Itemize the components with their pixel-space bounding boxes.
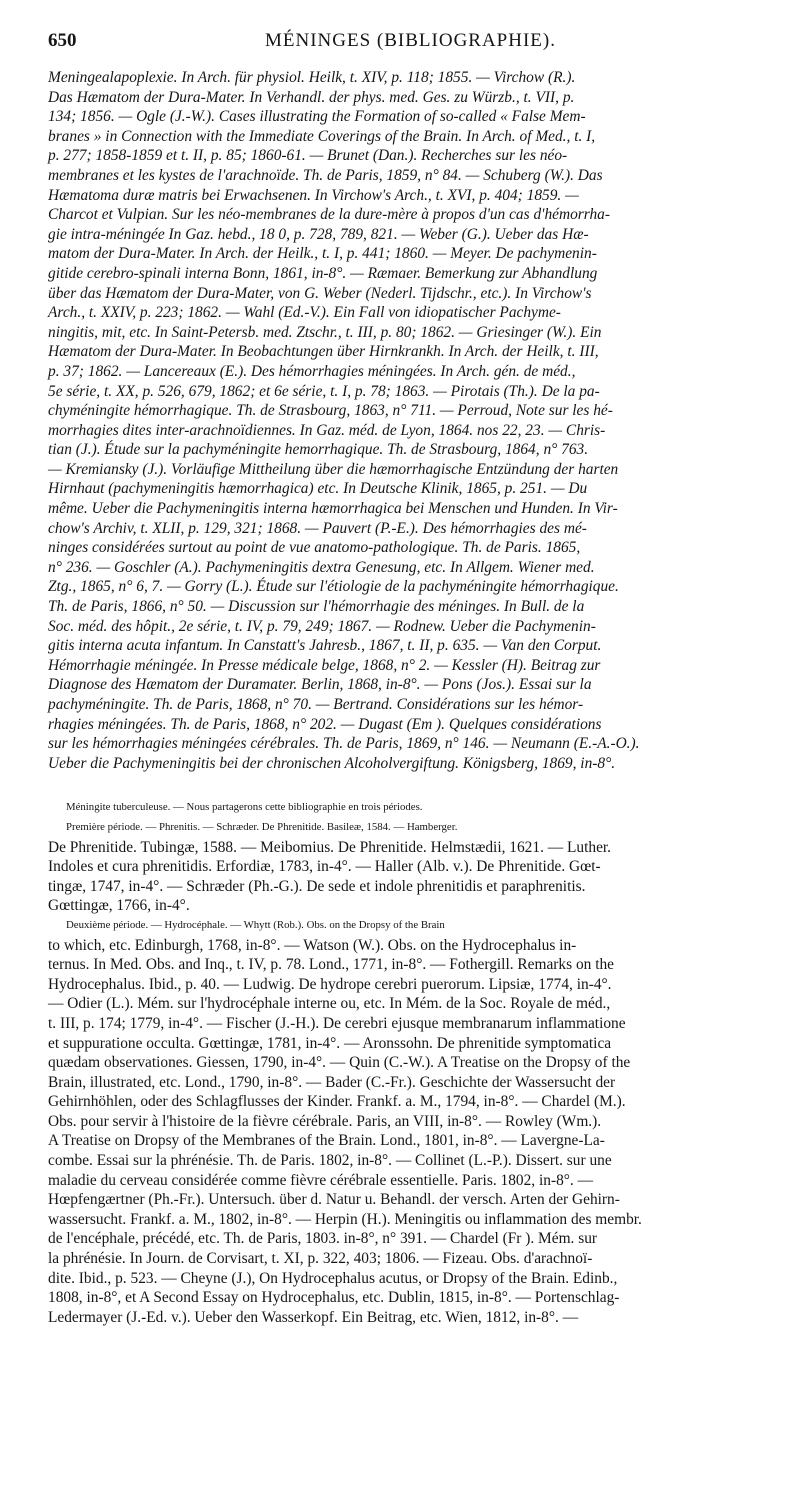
meningeal-bibliography-line: Hémorrhagie méningée. In Presse médicale belge, 1868, n° 2. — Kessler (H). Beitrag zur [48, 656, 601, 674]
meningeal-bibliography-line: Th. de Paris, 1866, n° 50. — Discussion sur l'hémorrhagie des méninges. In Bull. de la [48, 598, 585, 616]
tuberculeuse-bibliography-line: 1808, in-8°, et A Second Essay on Hydrocephalus, etc. Dublin, 1815, in-8°. — Portenschlag- [48, 1289, 620, 1307]
meningeal-bibliography-line: Meningealapoplexie. In Arch. für physiol. Heilk, t. XIV, p. 118; 1855. — Virchow (R.). [48, 69, 576, 86]
meningeal-bibliography-line: gitis interna acuta infantum. In Canstatt's Jahresb., 1867, t. II, p. 635. — Van den Corput. [48, 637, 602, 655]
tuberculeuse-bibliography-line: Méningite tuberculeuse. — Nous partagerons cette bibliographie en trois périodes. [66, 801, 423, 814]
running-head: MÉNINGES (BIBLIOGRAPHIE). [265, 30, 556, 51]
tuberculeuse-bibliography-line: tingæ, 1747, in-4°. — Schræder (Ph.-G.). De sede et indole phrenitidis et paraphrenitis. [48, 877, 586, 895]
meningeal-bibliography-line: 5e série, t. XX, p. 526, 679, 1862; et 6e série, t. I, p. 78; 1863. — Pirotais (Th.). De la pa- [48, 382, 600, 400]
tuberculous-meningitis-bibliography [48, 798, 774, 1327]
meningeal-bibliography-line: n° 236. — Goschler (A.). Pachymeningitis dextra Genesung, etc. In Allgem. Wiener med. [48, 558, 595, 576]
tuberculeuse-bibliography-line: Première période. — Phrenitis. — Schræder. De Phrenitide. Basileæ, 1584. — Hamberger. [66, 820, 458, 833]
meningeal-bibliography-line: 134; 1856. — Ogle (J.-W.). Cases illustrating the Formation of so-called « False Mem- [48, 108, 586, 126]
meningeal-bibliography-line: pachyméningite. Th. de Paris, 1868, n° 70. — Bertrand. Considérations sur les hémor- [48, 696, 584, 713]
meningeal-bibliography-line: rhagies méningées. Th. de Paris, 1868, n° 202. — Dugast (Em ). Quelques considérations [48, 715, 602, 733]
meningeal-bibliography-line: p. 37; 1862. — Lancereaux (E.). Des hémorrhagies méningées. In Arch. gén. de méd., [48, 362, 576, 380]
tuberculeuse-bibliography-line: De Phrenitide. Tubingæ, 1588. — Meibomius. De Phrenitide. Helmstædii, 1621. — Luther. [48, 838, 612, 856]
meningeal-bibliography-line: matom der Dura-Mater. In Arch. der Heilk., t. I, p. 441; 1860. — Meyer. De pachymenin- [48, 245, 597, 263]
meningeal-hemorrhage-bibliography [48, 68, 774, 773]
meningeal-bibliography-line: chyméningite hémorrhagique. Th. de Strasbourg, 1863, n° 711. — Perroud, Note sur les hé- [48, 402, 613, 420]
tuberculeuse-bibliography-line: Obs. pour servir à l'histoire de la fièvre cérébrale. Paris, an VIII, in-8°. — Rowley (Wm.). [48, 1112, 602, 1130]
tuberculeuse-bibliography-line: Gehirnhöhlen, oder des Schlagflusses der Kinder. Frankf. a. M., 1794, in-8°. — Chardel (M.). [48, 1093, 626, 1111]
tuberculeuse-bibliography-line: wassersucht. Frankf. a. M., 1802, in-8°. — Herpin (H.). Meningitis ou inflammation des membr. [48, 1210, 642, 1228]
meningeal-bibliography-line: Soc. méd. des hôpit., 2e série, t. IV, p. 79, 249; 1867. — Rodnew. Ueber die Pachymenin- [48, 617, 596, 635]
bibliography-text [48, 68, 774, 1327]
page-number: 650 [48, 30, 77, 51]
tuberculeuse-bibliography-line: Hydrocephalus. Ibid., p. 40. — Ludwig. De hydrope cerebri puerorum. Lipsiæ, 1774, in-4°. [48, 975, 612, 993]
page-header [48, 30, 773, 58]
tuberculeuse-bibliography-line: — Odier (L.). Mém. sur l'hydrocéphale interne ou, etc. In Mém. de la Soc. Royale de méd., [48, 995, 611, 1013]
tuberculeuse-bibliography-line: de l'encéphale, précédé, etc. Th. de Paris, 1803. in-8°, n° 391. — Chardel (Fr ). Mém. sur [48, 1230, 598, 1248]
meningeal-bibliography-line: chow's Archiv, t. XLII, p. 129, 321; 1868. — Pauvert (P.-E.). Des hémorrhagies des mé- [48, 519, 587, 537]
meningeal-bibliography-line: Hæmatoma duræ matris bei Erwachsenen. In Virchow's Arch., t. XVI, p. 404; 1859. — [48, 186, 579, 204]
meningeal-bibliography-line: Hirnhaut (pachymeningitis hæmorrhagica) etc. In Deutsche Klinik, 1865, p. 251. — Du [48, 480, 588, 498]
meningeal-bibliography-line: ningitis, mit, etc. In Saint-Petersb. med. Ztschr., t. III, p. 80; 1862. — Griesinger (W.). Ein [48, 323, 602, 341]
meningeal-bibliography-line: gie intra-méningée In Gaz. hebd., 18 0, p. 728, 789, 821. — Weber (G.). Ueber das Hæ- [48, 225, 589, 243]
meningeal-bibliography-line: même. Ueber die Pachymeningitis interna hæmorrhagica bei Menschen und Hunden. In Vir- [48, 500, 618, 518]
tuberculeuse-bibliography-line: Gœttingæ, 1766, in-4°. [48, 897, 190, 915]
tuberculeuse-bibliography-line: ternus. In Med. Obs. and Inq., t. IV, p. 78. Lond., 1771, in-8°. — Fothergill. Remarks on the [48, 956, 615, 974]
tuberculeuse-bibliography-line: Deuxième période. — Hydrocéphale. — Whytt (Rob.). Obs. on the Dropsy of the Brain [66, 918, 445, 931]
meningeal-bibliography-line: membranes et les kystes de l'arachnoïde. Th. de Paris, 1859, n° 84. — Schuberg (W.). Das [48, 166, 603, 184]
tuberculeuse-bibliography-line: quædam observationes. Giessen, 1790, in-4°. — Quin (C.-W.). A Treatise on the Dropsy of the [48, 1054, 631, 1072]
tuberculeuse-bibliography-line: Brain, illustrated, etc. Lond., 1790, in-8°. — Bader (C.-Fr.). Geschichte der Wassersucht der [48, 1073, 616, 1091]
meningeal-bibliography-line: Diagnose des Hæmatom der Duramater. Berlin, 1868, in-8°. — Pons (Jos.). Essai sur la [48, 676, 592, 694]
meningeal-bibliography-line: — Kremiansky (J.). Vorläufige Mittheilung über die hæmorrhagische Entzündung der harten [48, 460, 619, 478]
meningeal-bibliography-line: Ueber die Pachymeningitis bei der chronischen Alcoholvergiftung. Königsberg, 1869, in-8°. [48, 754, 616, 772]
tuberculeuse-bibliography-line: Ledermayer (J.-Ed. v.). Ueber den Wasserkopf. Ein Beitrag, etc. Wien, 1812, in-8°. — [48, 1308, 579, 1326]
tuberculeuse-bibliography-line: to which, etc. Edinburgh, 1768, in-8°. — Watson (W.). Obs. on the Hydrocephalus in- [48, 936, 577, 954]
meningeal-bibliography-line: Hæmatom der Dura-Mater. In Beobachtungen über Hirnkrankh. In Arch. der Heilk, t. III, [48, 343, 599, 361]
meningeal-bibliography-line: Ztg., 1865, n° 6, 7. — Gorry (L.). Étude sur l'étiologie de la pachyméningite hémorrhagique. [48, 578, 619, 596]
meningeal-bibliography-line: gitide cerebro-spinali interna Bonn, 1861, in-8°. — Ræmaer. Bemerkung zur Abhandlung [48, 264, 598, 282]
tuberculeuse-bibliography-line: Indoles et cura phrenitidis. Erfordiæ, 1783, in-4°. — Haller (Alb. v.). De Phrenitide. Gœt- [48, 858, 601, 876]
tuberculeuse-bibliography-line: t. III, p. 174; 1779, in-4°. — Fischer (J.-H.). De cerebri ejusque membranarum inflammatione [48, 1014, 626, 1032]
tuberculeuse-bibliography-line: la phrénésie. In Journ. de Corvisart, t. XI, p. 322, 403; 1806. — Fizeau. Obs. d'arachnoï- [48, 1250, 593, 1268]
meningeal-bibliography-line: Arch., t. XXIV, p. 223; 1862. — Wahl (Ed.-V.). Ein Fall von idiopatischer Pachyme- [48, 304, 561, 322]
meningeal-bibliography-line: sur les hémorrhagies méningées cérébrales. Th. de Paris, 1869, n° 146. — Neumann (E.-A.-O.). [48, 735, 640, 753]
tuberculeuse-bibliography-line: maladie du cerveau considérée comme fièvre cérébrale essentielle. Paris. 1802, in-8°. — [48, 1171, 594, 1189]
meningeal-bibliography-line: morrhagies dites inter-arachnoïdiennes. In Gaz. méd. de Lyon, 1864. nos 22, 23. — Chris- [48, 421, 606, 439]
meningeal-bibliography-line: ninges considérées surtout au point de vue anatomo-pathologique. Th. de Paris. 1865, [48, 539, 581, 557]
meningeal-bibliography-line: branes » in Connection with the Immediate Coverings of the Brain. In Arch. of Med., t. I, [48, 127, 596, 145]
meningeal-bibliography-line: über das Hæmatom der Dura-Mater, von G. Weber (Nederl. Tijdschr., etc.). In Virchow's [48, 284, 592, 302]
meningeal-bibliography-line: Charcot et Vulpian. Sur les néo-membranes de la dure-mère à propos d'un cas d'hémorrha- [48, 206, 610, 224]
meningeal-bibliography-line: tian (J.). Étude sur la pachyméningite hemorrhagique. Th. de Strasbourg, 1864, n° 763. [48, 441, 589, 459]
tuberculeuse-bibliography-line: A Treatise on Dropsy of the Membranes of the Brain. Lond., 1801, in-8°. — Lavergne-La- [48, 1132, 605, 1150]
meningeal-bibliography-line: p. 277; 1858-1859 et t. II, p. 85; 1860-61. — Brunet (Dan.). Recherches sur les néo- [48, 147, 568, 165]
tuberculeuse-bibliography-line: combe. Essai sur la phrénésie. Th. de Paris. 1802, in-8°. — Collinet (L.-P.). Dissert. sur une [48, 1152, 612, 1170]
tuberculeuse-bibliography-line: Hœpfengærtner (Ph.-Fr.). Untersuch. über d. Natur u. Behandl. der versch. Arten der Gehirn- [48, 1191, 620, 1209]
meningeal-bibliography-line: Das Hæmatom der Dura-Mater. In Verhandl. der phys. med. Ges. zu Würzb., t. VII, p. [48, 88, 575, 106]
tuberculeuse-bibliography-line: et suppuratione occulta. Gœttingæ, 1781, in-4°. — Aronssohn. De phrenitide symptomatica [48, 1034, 612, 1052]
tuberculeuse-bibliography-line: dite. Ibid., p. 523. — Cheyne (J.), On Hydrocephalus acutus, or Dropsy of the Brain. Edinb., [48, 1269, 618, 1287]
